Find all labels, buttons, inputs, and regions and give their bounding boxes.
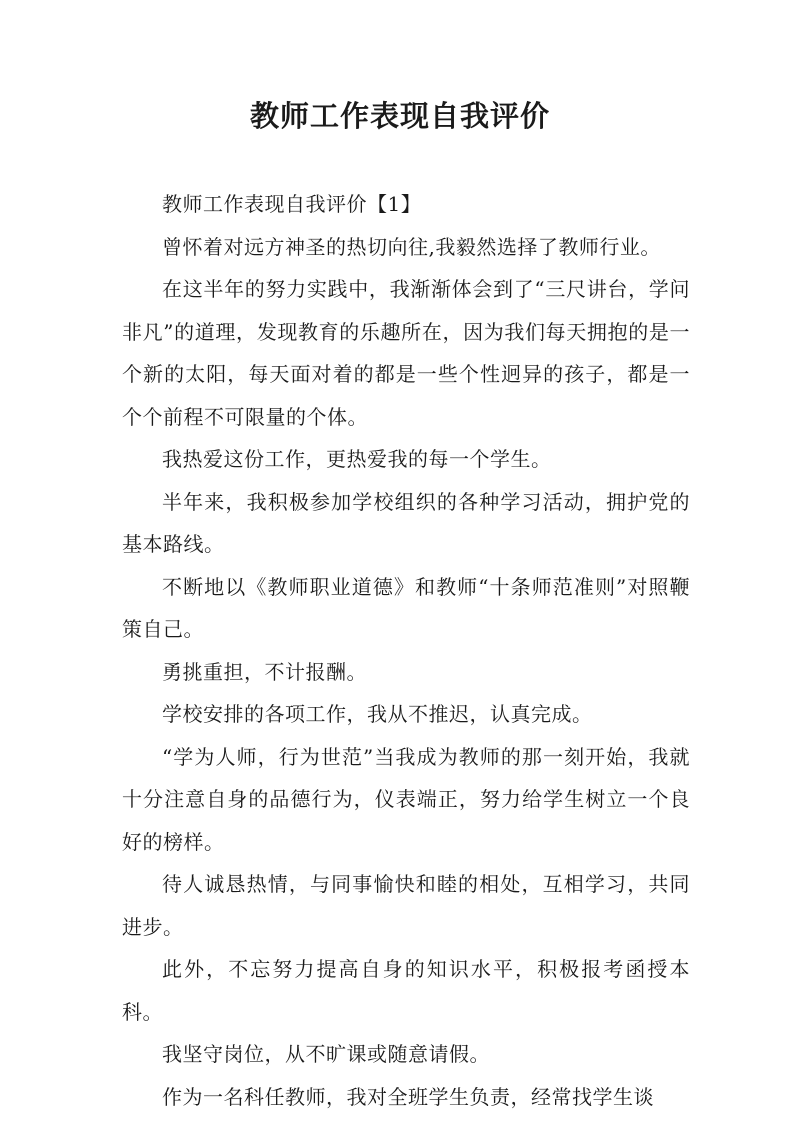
paragraph: 我热爱这份工作，更热爱我的每一个学生。 <box>162 447 552 471</box>
paragraph-section-heading: 教师工作表现自我评价【1】 <box>162 192 422 216</box>
paragraph: 勇挑重担，不计报酬。 <box>162 659 367 684</box>
paragraph: 我坚守岗位，从不旷课或随意请假。 <box>162 1042 490 1066</box>
paragraph: 此外，不忘努力提高自身的知识水平，积极报考函授本科。 <box>122 957 690 1024</box>
paragraph: 在这半年的努力实践中，我渐渐体会到了“三尺讲台，学问非凡”的道理，发现教育的乐趣所在，因为我们每天拥抱的是一个新的太阳，每天面对着的都是一些个性迥异的孩子，都是一个个前程不可限量的个体。 <box>122 277 690 429</box>
document-body <box>122 183 690 1118</box>
paragraph: “学为人师，行为世范”当我成为教师的那一刻开始，我就十分注意自身的品德行为，仪表端正，努力给学生树立一个良好的榜样。 <box>122 744 690 854</box>
paragraph: 作为一名科任教师，我对全班学生负责，经常找学生谈 <box>162 1084 654 1109</box>
paragraph: 曾怀着对远方神圣的热切向往,我毅然选择了教师行业。 <box>162 234 661 259</box>
paragraph: 待人诚恳热情，与同事愉快和睦的相处，互相学习，共同进步。 <box>122 872 690 939</box>
paragraph: 不断地以《教师职业道德》和教师“十条师范准则”对照鞭策自己。 <box>122 574 690 641</box>
paragraph: 学校安排的各项工作，我从不推迟，认真完成。 <box>162 702 593 726</box>
document-title: 教师工作表现自我评价 <box>249 99 550 133</box>
paragraph: 半年来，我积极参加学校组织的各种学习活动，拥护党的基本路线。 <box>122 489 690 556</box>
